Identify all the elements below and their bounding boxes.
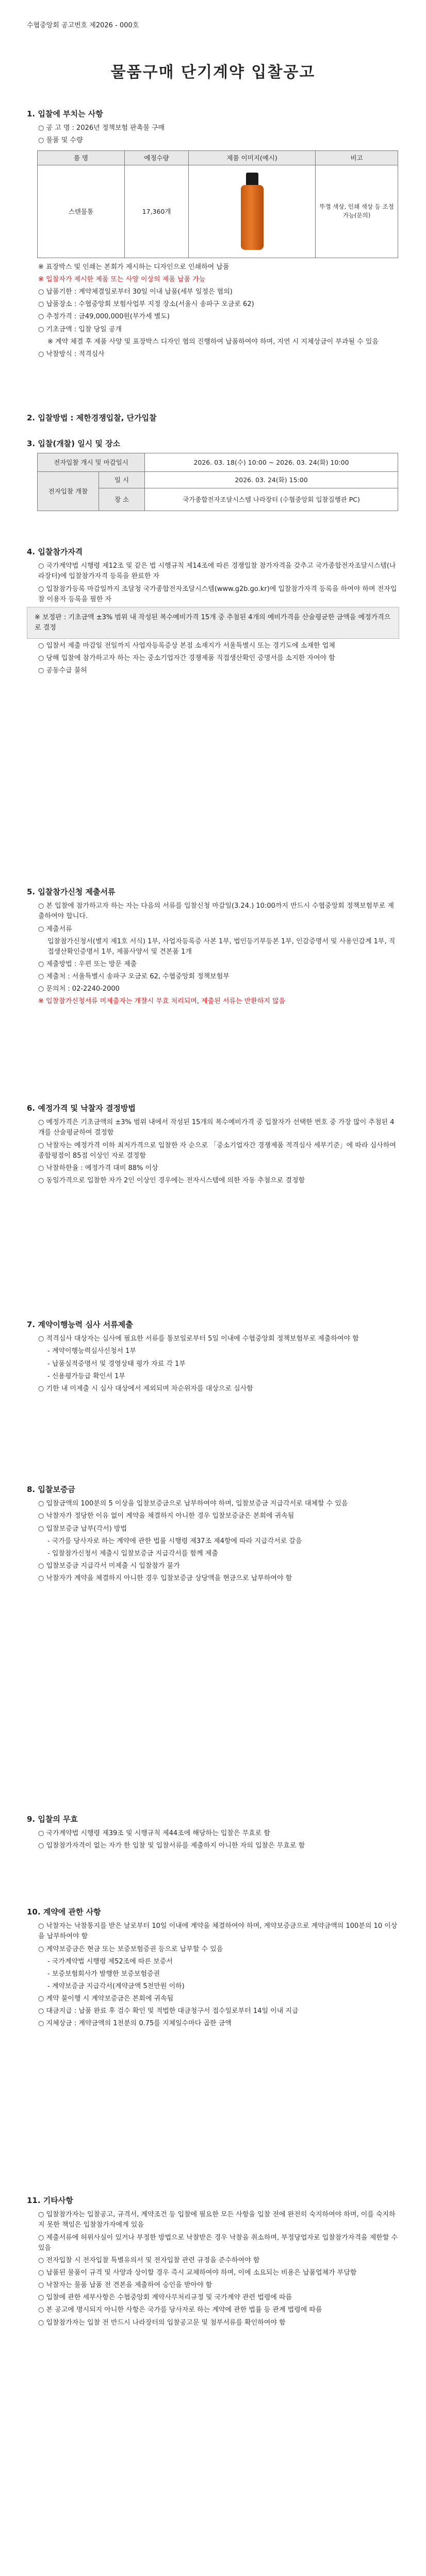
list-item: ○ 입찰서 제출 마감일 전일까지 사업자등록증상 본점 소재지가 서울특별시 또는 경기도에 소재한 업체 <box>38 642 335 650</box>
item-table <box>37 150 398 258</box>
detail-line: ○ 추정가격 : 금49,000,000원(부가세 별도) <box>38 313 170 321</box>
table-cell: 국가종합전자조달시스템 나라장터 (수협중앙회 입찰집행관 PC) <box>145 488 398 511</box>
table-cell: 스텐물통 <box>38 165 125 258</box>
list-item: ○ 낙찰자는 낙찰통지를 받은 날로부터 10일 이내에 계약을 체결하여야 하며, 계약보증금으로 계약금액의 100분의 10 이상을 납부하여야 함 <box>38 1922 398 1941</box>
table-header: 전자입찰 개찰 <box>38 472 99 511</box>
detail-line: ○ 기초금액 : 입찰 당일 공개 <box>38 325 122 333</box>
page-title: 물품구매 단기계약 입찰공고 <box>110 63 316 81</box>
section-heading: 6. 예정가격 및 낙찰자 결정방법 <box>27 1104 136 1113</box>
list-item: - 계약이행능력심사신청서 1부 <box>47 1347 136 1355</box>
list-item: ○ 본 공고에 명시되지 아니한 사항은 국가를 당사자로 하는 계약에 관한 법률 등 관계 법령에 따름 <box>38 2306 322 2314</box>
list-item: - 국가계약법 시행령 제52조에 따른 보증서 <box>47 1957 173 1965</box>
section-heading: 4. 입찰참가자격 <box>27 547 83 556</box>
product-image-cell <box>189 165 316 258</box>
table-cell: 뚜껑 색상, 인쇄 색상 등 조정 가능(문의) <box>316 165 398 258</box>
table-header: 비고 <box>316 150 398 165</box>
list-item: ○ 납품된 물품이 규격 및 사양과 상이할 경우 즉시 교체하여야 하며, 이에 소요되는 비용은 납품업체가 부담함 <box>38 2268 357 2277</box>
list-item: ○ 문의처 : 02-2240-2000 <box>38 985 120 993</box>
product-bottle-image <box>241 173 264 250</box>
table-header: 일 시 <box>99 472 145 488</box>
section-11 <box>27 2195 399 2330</box>
list-item: ○ 낙찰하한율 : 예정가격 대비 88% 이상 <box>38 1164 158 1172</box>
table-header: 예정수량 <box>125 150 189 165</box>
list-item: ○ 제출서류에 허위사실이 있거나 부정한 방법으로 낙찰받은 경우 낙찰을 취소하며, 부정당업자로 입찰참가자격을 제한할 수 있음 <box>38 2233 398 2252</box>
section-heading: 7. 계약이행능력 심사 서류제출 <box>27 1320 133 1329</box>
note-line: ※ 표장박스 및 인쇄는 본회가 제시하는 디자인으로 인쇄하여 납품 <box>38 263 230 271</box>
item-qty-line: ○ 물품 및 수량 <box>38 137 83 145</box>
section-9 <box>27 1814 399 1854</box>
schedule-table <box>37 453 398 511</box>
notice-name-line: ○ 공 고 명 : 2026년 정책보험 판촉물 구매 <box>38 124 165 132</box>
list-item: - 입찰참가신청서 제출시 입찰보증금 지급각서를 함께 제출 <box>47 1549 218 1557</box>
section-heading: 8. 입찰보증금 <box>27 1485 75 1494</box>
section-4 <box>27 546 399 679</box>
detail-line: ○ 납품장소 : 수협중앙회 보험사업부 지정 장소(서울시 송파구 오금로 62) <box>38 300 254 309</box>
list-item: ○ 낙찰자가 계약을 체결하지 아니한 경우 입찰보증금 상당액을 현금으로 납부하여야 함 <box>38 1574 292 1583</box>
list-item: ○ 본 입찰에 참가하고자 하는 자는 다음의 서류를 입찰신청 마감일(3.24.) 10:00까지 반드시 수협중앙회 정책보험부로 제출하여야 합니다. <box>38 902 394 921</box>
section-3 <box>27 438 399 511</box>
list-item: ○ 입찰에 관한 세부사항은 수협중앙회 계약사무처리규정 및 국가계약 관련 법령에 따름 <box>38 2294 292 2302</box>
section-heading: 2. 입찰방법 : 제한경쟁입찰, 단가입찰 <box>27 413 157 422</box>
list-item: ○ 낙찰자는 예정가격 이하 최저가격으로 입찰한 자 순으로 「중소기업자간 경쟁제품 적격심사 세부기준」에 따라 심사하여 종합평점이 85점 이상인 자로 결정함 <box>38 1141 396 1160</box>
table-header: 전자입찰 개시 및 마감일시 <box>38 453 145 472</box>
list-item: ○ 당해 입찰에 참가하고자 하는 자는 중소기업자간 경쟁제품 직접생산확인 증명서를 소지한 자여야 함 <box>38 654 335 663</box>
list-item: ○ 계약보증금은 현금 또는 보증보험증권 등으로 납부할 수 있음 <box>38 1945 223 1953</box>
table-cell: 2026. 03. 18(수) 10:00 ~ 2026. 03. 24(화) 10:00 <box>145 453 398 472</box>
list-item: ○ 입찰참가자는 입찰공고, 규격서, 계약조건 등 입찰에 필요한 모든 사항을 입찰 전에 완전히 숙지하여야 하며, 이를 숙지하지 못한 책임은 입찰참가자에게 있음 <box>38 2211 396 2229</box>
section-heading: 1. 입찰에 부치는 사항 <box>27 109 103 118</box>
table-header: 제품 이미지(예시) <box>189 150 316 165</box>
section-7 <box>27 1319 399 1396</box>
table-cell: 2026. 03. 24(화) 15:00 <box>145 472 398 488</box>
section-2 <box>27 412 399 427</box>
list-item: ○ 공동수급 불허 <box>38 667 87 675</box>
list-item: ○ 제출서류 <box>38 925 72 933</box>
section-heading: 5. 입찰참가신청 제출서류 <box>27 887 116 896</box>
list-item: ○ 국가계약법 시행령 제12조 및 같은 법 시행규칙 제14조에 따른 경쟁입찰 참가자격을 갖추고 국가종합전자조달시스템(나라장터)에 입찰참가자격 등록을 완료한 자 <box>38 562 396 581</box>
section-heading: 11. 기타사항 <box>27 2196 73 2205</box>
list-item: - 보증보험회사가 발행한 보증보험증권 <box>47 1970 160 1978</box>
section-1 <box>27 108 399 362</box>
note-line: ※ 계약 체결 후 제품 사양 및 표장박스 디자인 협의 진행하여 납품하여야 하며, 지연 시 지체상금이 부과될 수 있음 <box>47 337 379 346</box>
list-item: ○ 대금지급 : 납품 완료 후 검수 확인 및 적법한 대금청구서 접수일로부터 14일 이내 지급 <box>38 2007 299 2015</box>
section-heading: 9. 입찰의 무효 <box>27 1815 78 1824</box>
section-5 <box>27 886 399 1009</box>
list-item: ○ 입찰참가자는 입찰 전 반드시 나라장터의 입찰공고문 및 첨부서류를 확인하여야 함 <box>38 2318 286 2327</box>
section-heading: 3. 입찰(개찰) 일시 및 장소 <box>27 439 121 448</box>
list-item: ○ 입찰보증금 납부(각서) 방법 <box>38 1524 127 1533</box>
list-item: ○ 전자입찰 시 전자입찰 특별유의서 및 전자입찰 관련 규정을 준수하여야 함 <box>38 2256 260 2264</box>
list-item: ○ 낙찰자가 정당한 이유 없이 계약을 체결하지 아니한 경우 입찰보증금은 본회에 귀속됨 <box>38 1512 294 1520</box>
list-item: ○ 계약 불이행 시 계약보증금은 본회에 귀속됨 <box>38 1995 174 2003</box>
list-item: ※ 보정판 : 기초금액 ±3% 범위 내 작성된 복수예비가격 15개 중 추첨된 4개의 예비가격을 산술평균한 금액을 예정가격으로 결정 <box>27 607 399 639</box>
section-6 <box>27 1103 399 1188</box>
list-item: ○ 입찰보증금 지급각서 미제출 시 입찰참가 불가 <box>38 1562 180 1570</box>
list-item: ○ 낙찰자는 물품 납품 전 견본을 제출하여 승인을 받아야 함 <box>38 2281 212 2290</box>
list-item: ○ 적격심사 대상자는 심사에 필요한 서류를 통보일로부터 5일 이내에 수협중앙회 정책보험부로 제출하여야 함 <box>38 1335 359 1343</box>
list-item: ○ 국가계약법 시행령 제39조 및 시행규칙 제44조에 해당하는 입찰은 무효로 함 <box>38 1829 270 1838</box>
note-line: ※ 입찰자가 제시한 제품 또는 사양 이상의 제품 납품 가능 <box>38 276 206 284</box>
list-item: 입찰참가신청서(별지 제1호 서식) 1부, 사업자등록증 사본 1부, 법인등기부등본 1부, 인감증명서 및 사용인감계 1부, 직접생산확인증명서 1부, 제품사양서 및 견본품 1개 <box>47 937 396 956</box>
section-heading: 10. 계약에 관한 사항 <box>27 1907 101 1917</box>
list-item: ○ 제출처 : 서울특별시 송파구 오금로 62, 수협중앙회 정책보험부 <box>38 973 230 981</box>
detail-line: ○ 납품기한 : 계약체결일로부터 30일 이내 납품(세부 일정은 협의) <box>38 288 233 296</box>
list-item: ○ 입찰참가등록 마감일까지 조달청 국가종합전자조달시스템(www.g2b.go.kr)에 입찰참가자격 등록을 하여야 하며 전자입찰 이용자 등록을 필한 자 <box>38 585 397 603</box>
list-item: ○ 지체상금 : 계약금액의 1천분의 0.75를 지체일수마다 곱한 금액 <box>38 2020 232 2028</box>
list-item: ○ 입찰참가자격이 없는 자가 한 입찰 및 입찰서류를 제출하지 아니한 자의 입찰은 무효로 함 <box>38 1842 305 1850</box>
list-item: ○ 입찰금액의 100분의 5 이상을 입찰보증금으로 납부하여야 하며, 입찰보증금 지급각서로 대체할 수 있음 <box>38 1500 348 1508</box>
table-cell: 17,360개 <box>125 165 189 258</box>
detail-line: ○ 낙찰방식 : 적격심사 <box>38 350 105 358</box>
list-item: - 계약보증금 지급각서(계약금액 5천만원 이하) <box>47 1982 185 1990</box>
list-item: - 신용평가등급 확인서 1부 <box>47 1372 125 1380</box>
table-header: 장 소 <box>99 488 145 511</box>
notice-number: 수협중앙회 공고번호 제2026 - 000호 <box>27 22 139 29</box>
section-8 <box>27 1484 399 1586</box>
list-item: ○ 기한 내 미제출 시 심사 대상에서 제외되며 차순위자를 대상으로 심사함 <box>38 1384 253 1393</box>
list-item: ○ 예정가격은 기초금액의 ±3% 범위 내에서 작성된 15개의 복수예비가격 중 입찰자가 선택한 번호 중 가장 많이 추첨된 4개를 산술평균하여 결정함 <box>38 1118 395 1137</box>
table-header: 품 명 <box>38 150 125 165</box>
list-item: ○ 제출방법 : 우편 또는 방문 제출 <box>38 960 137 968</box>
section-10 <box>27 1906 399 2031</box>
list-item: - 국가를 당사자로 하는 계약에 관한 법률 시행령 제37조 제4항에 따라 지급각서로 갈음 <box>47 1537 302 1545</box>
list-item: - 납품실적증명서 및 경영상태 평가 자료 각 1부 <box>47 1360 186 1368</box>
note-line: ※ 입찰참가신청서류 미제출자는 개찰시 무효 처리되며, 제출된 서류는 반환하지 않음 <box>38 997 286 1006</box>
list-item: ○ 동일가격으로 입찰한 자가 2인 이상인 경우에는 전자시스템에 의한 자동 추첨으로 결정함 <box>38 1176 305 1184</box>
